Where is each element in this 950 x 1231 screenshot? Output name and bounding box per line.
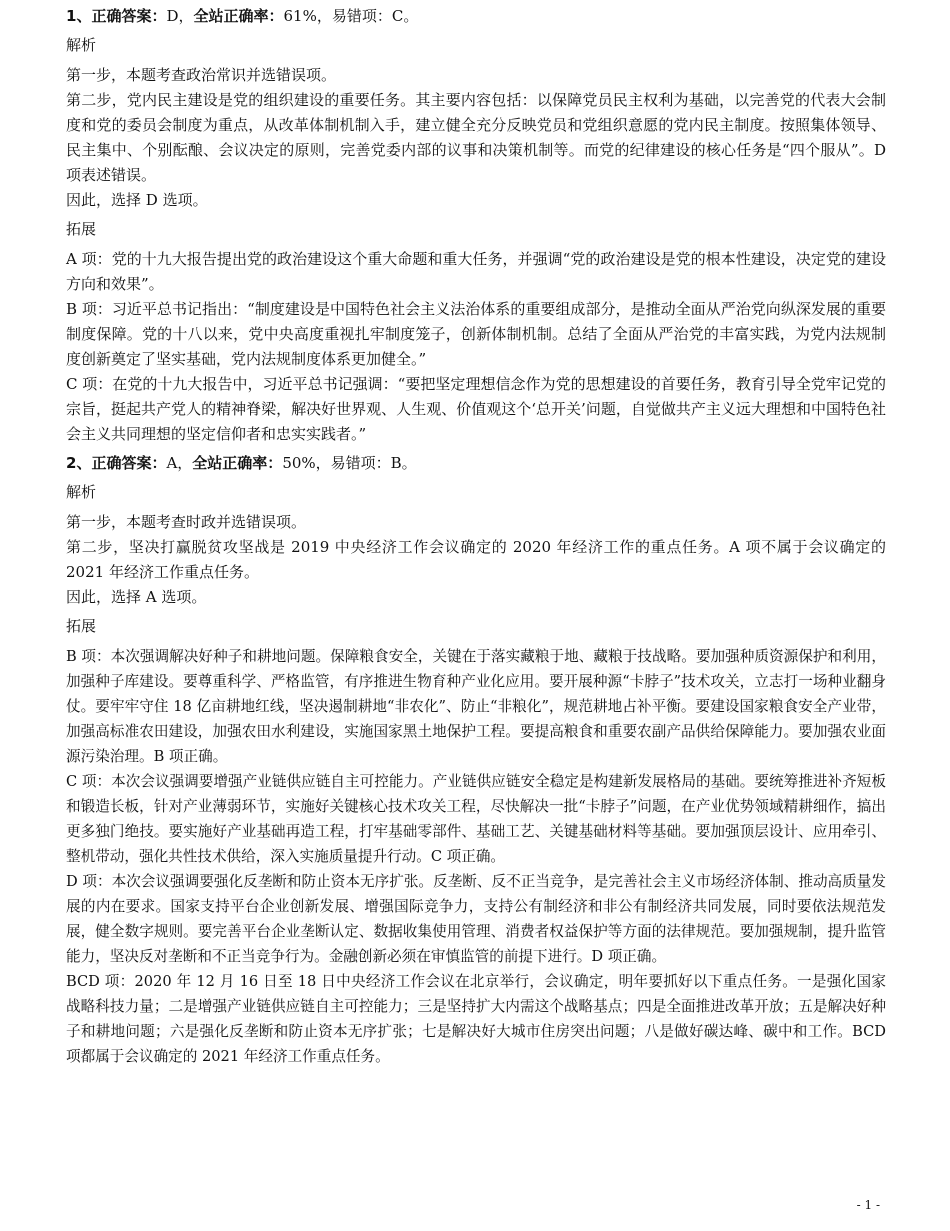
question-1-header [66, 4, 886, 28]
analysis-heading: 解析 [66, 483, 97, 501]
analysis-paragraph: 因此，选择 D 选项。 [66, 191, 208, 209]
analysis-paragraph: 第一步，本题考查政治常识并选错误项。 [66, 66, 337, 84]
correct-rate-label: 全站正确率： [192, 454, 283, 472]
page-number: - 1 - [856, 1198, 880, 1212]
extension-heading: 拓展 [66, 220, 97, 238]
extension-paragraph: A 项：党的十九大报告提出党的政治建设这个重大命题和重大任务，并强调“党的政治建设是党的根本性建设，决定党的建设方向和效果”。 [66, 250, 886, 293]
document-page [66, 4, 886, 1069]
extension-paragraph: BCD 项：2020 年 12 月 16 日至 18 日中央经济工作会议在北京举行，会议确定，明年要抓好以下重点任务。一是强化国家战略科技力量；二是增强产业链供应链自主可控能力；三是坚持扩大内需这个战略基点；四是全面推进改革开放；五是解决好种子和耕地问题；六是强化反垄断和防止资本无序扩张；七是解决好大城市住房突出问题；八是做好碳达峰、碳中和工作。BCD 项都属于会议确定的 2021 年经济工作重点任务。 [66, 973, 886, 1065]
extension-paragraph: C 项：本次会议强调要增强产业链供应链自主可控能力。产业链供应链安全稳定是构建新发展格局的基础。要统筹推进补齐短板和锻造长板，针对产业薄弱环节，实施好关键核心技术攻关工程，尽快解决一批“卡脖子”问题，在产业优势领域精耕细作，搞出更多独门绝技。要实施好产业基础再造工程，打牢基础零部件、基础工艺、关键基础材料等基础。要加强顶层设计、应用牵引、整机带动，强化共性技术供给，深入实施质量提升行动。C 项正确。 [66, 773, 886, 865]
analysis-paragraph: 因此，选择 A 选项。 [66, 588, 207, 606]
question-2-number: 2 [66, 454, 77, 472]
question-2-answer: A， [166, 454, 193, 472]
analysis-paragraph: 第一步，本题考查时政并选错误项。 [66, 513, 307, 531]
analysis-paragraph: 第二步，党内民主建设是党的组织建设的重要任务。其主要内容包括：以保障党员民主权利为基础，以完善党的代表大会制度和党的委员会制度为重点，从改革体制机制入手，建立健全充分反映党员和党组织意愿的党内民主制度。按照集体领导、民主集中、个别酝酿、会议决定的原则，完善党委内部的议事和决策机制等。而党的纪律建设的核心任务是“四个服从”。D 项表述错误。 [66, 91, 886, 184]
correct-rate-label: 全站正确率： [193, 7, 284, 25]
question-1-number: 1 [66, 7, 77, 25]
extension-heading: 拓展 [66, 617, 97, 635]
answer-label: 、正确答案： [76, 7, 167, 25]
question-2-rate: 50%，易错项：B。 [282, 454, 417, 472]
extension-paragraph: C 项：在党的十九大报告中，习近平总书记强调：“要把坚定理想信念作为党的思想建设的首要任务，教育引导全党牢记党的宗旨，挺起共产党人的精神脊梁，解决好世界观、人生观、价值观这个‘总开关’问题，自觉做共产主义远大理想和中国特色社会主义共同理想的坚定信仰者和忠实实践者。” [66, 375, 886, 443]
analysis-paragraph: 第二步，坚决打赢脱贫攻坚战是 2019 中央经济工作会议确定的 2020 年经济工作的重点任务。A 项不属于会议确定的 2021 年经济工作重点任务。 [66, 538, 886, 581]
extension-paragraph: D 项：本次会议强调要强化反垄断和防止资本无序扩张。反垄断、反不正当竞争，是完善社会主义市场经济体制、推动高质量发展的内在要求。国家支持平台企业创新发展、增强国际竞争力，支持公有制经济和非公有制经济共同发展，同时要依法规范发展，健全数字规则。要完善平台企业垄断认定、数据收集使用管理、消费者权益保护等方面的法律规范。要加强规制，提升监管能力，坚决反对垄断和不正当竞争行为。金融创新必须在审慎监管的前提下进行。D 项正确。 [66, 873, 886, 965]
answer-label: 、正确答案： [76, 454, 167, 472]
question-1-rate: 61%，易错项：C。 [283, 7, 419, 25]
analysis-heading: 解析 [66, 36, 97, 54]
extension-paragraph: B 项：本次强调解决好种子和耕地问题。保障粮食安全，关键在于落实藏粮于地、藏粮于技战略。要加强种质资源保护和利用，加强种子库建设。要尊重科学、严格监管，有序推进生物育种产业化应用。要开展种源“卡脖子”技术攻关，立志打一场种业翻身仗。要牢牢守住 18 亿亩耕地红线，坚决遏制耕地“非农化”、防止“非粮化”，规范耕地占补平衡。要建设国家粮食安全产业带，加强高标准农田建设，加强农田水利建设，实施国家黑土地保护工程。要提高粮食和重要农副产品供给保障能力。要加强农业面源污染治理。B 项正确。 [66, 648, 886, 765]
question-1-answer: D， [166, 7, 194, 25]
question-2-header [66, 451, 886, 475]
extension-paragraph: B 项：习近平总书记指出：“制度建设是中国特色社会主义法治体系的重要组成部分，是推动全面从严治党向纵深发展的重要制度保障。党的十八以来，党中央高度重视扎牢制度笼子，创新体制机制。总结了全面从严治党的丰富实践，为党内法规制度创新奠定了坚实基础，党内法规制度体系更加健全。” [66, 300, 886, 368]
